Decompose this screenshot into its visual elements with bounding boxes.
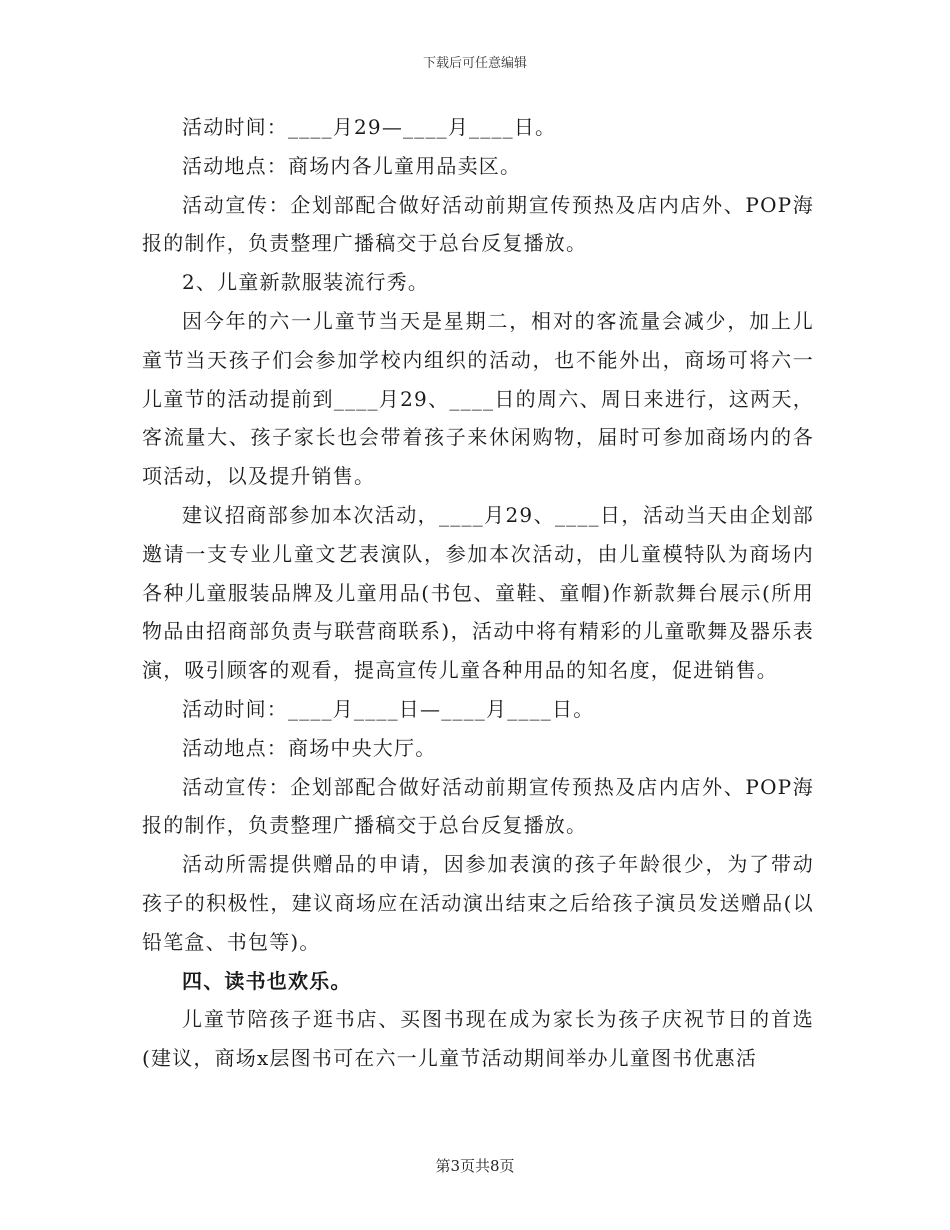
page-footer: 第3页共8页 xyxy=(435,1157,515,1175)
activity-promotion-1: 活动宣传：企划部配合做好活动前期宣传预热及店内店外、POP海报的制作，负责整理广播稿交于总台反复播放。 xyxy=(142,192,814,256)
document-body xyxy=(142,108,814,1078)
section-heading-reading: 四、读书也欢乐。 xyxy=(182,968,352,993)
activity-location-2: 活动地点：商场中央大厅。 xyxy=(182,735,437,760)
activity-location-1: 活动地点：商场内各儿童用品卖区。 xyxy=(182,153,522,178)
activity-time-1: 活动时间：____月29—____月____日。 xyxy=(182,115,557,139)
gift-request: 活动所需提供赠品的申请，因参加表演的孩子年龄很少，为了带动孩子的积极性，建议商场应在活动演出结束之后给孩子演员发送赠品(以铅笔盒、书包等)。 xyxy=(142,852,814,954)
section-heading-fashion-show: 2、儿童新款服装流行秀。 xyxy=(182,270,430,295)
activity-promotion-2: 活动宣传：企划部配合做好活动前期宣传预热及店内店外、POP海报的制作，负责整理广播稿交于总台反复播放。 xyxy=(142,774,814,838)
activity-time-2: 活动时间：____月____日—____月____日。 xyxy=(182,696,595,721)
fashion-show-proposal: 建议招商部参加本次活动，____月29、____日，活动当天由企划部邀请一支专业儿童文艺表演队，参加本次活动，由儿童模特队为商场内各种儿童服装品牌及儿童用品(书包、童鞋、童帽)作新款舞台展示(所用物品由招商部负责与联营商联系)，活动中将有精彩的儿童歌舞及器乐表演，吸引顾客的观看，提高宣传儿童各种用品的知名度，促进销售。 xyxy=(142,502,814,683)
page-header: 下载后可任意编辑 xyxy=(422,56,527,71)
fashion-show-intro: 因今年的六一儿童节当天是星期二，相对的客流量会减少，加上儿童节当天孩子们会参加学校内组织的活动，也不能外出，商场可将六一儿童节的活动提前到____月29、____日的周六、周日来进行，这两天，客流量大、孩子家长也会带着孩子来休闲购物，届时可参加商场内的各项活动，以及提升销售。 xyxy=(142,308,814,489)
reading-intro: 儿童节陪孩子逛书店、买图书现在成为家长为孩子庆祝节日的首选(建议，商场x层图书可在六一儿童节活动期间举办儿童图书优惠活 xyxy=(142,1007,814,1071)
